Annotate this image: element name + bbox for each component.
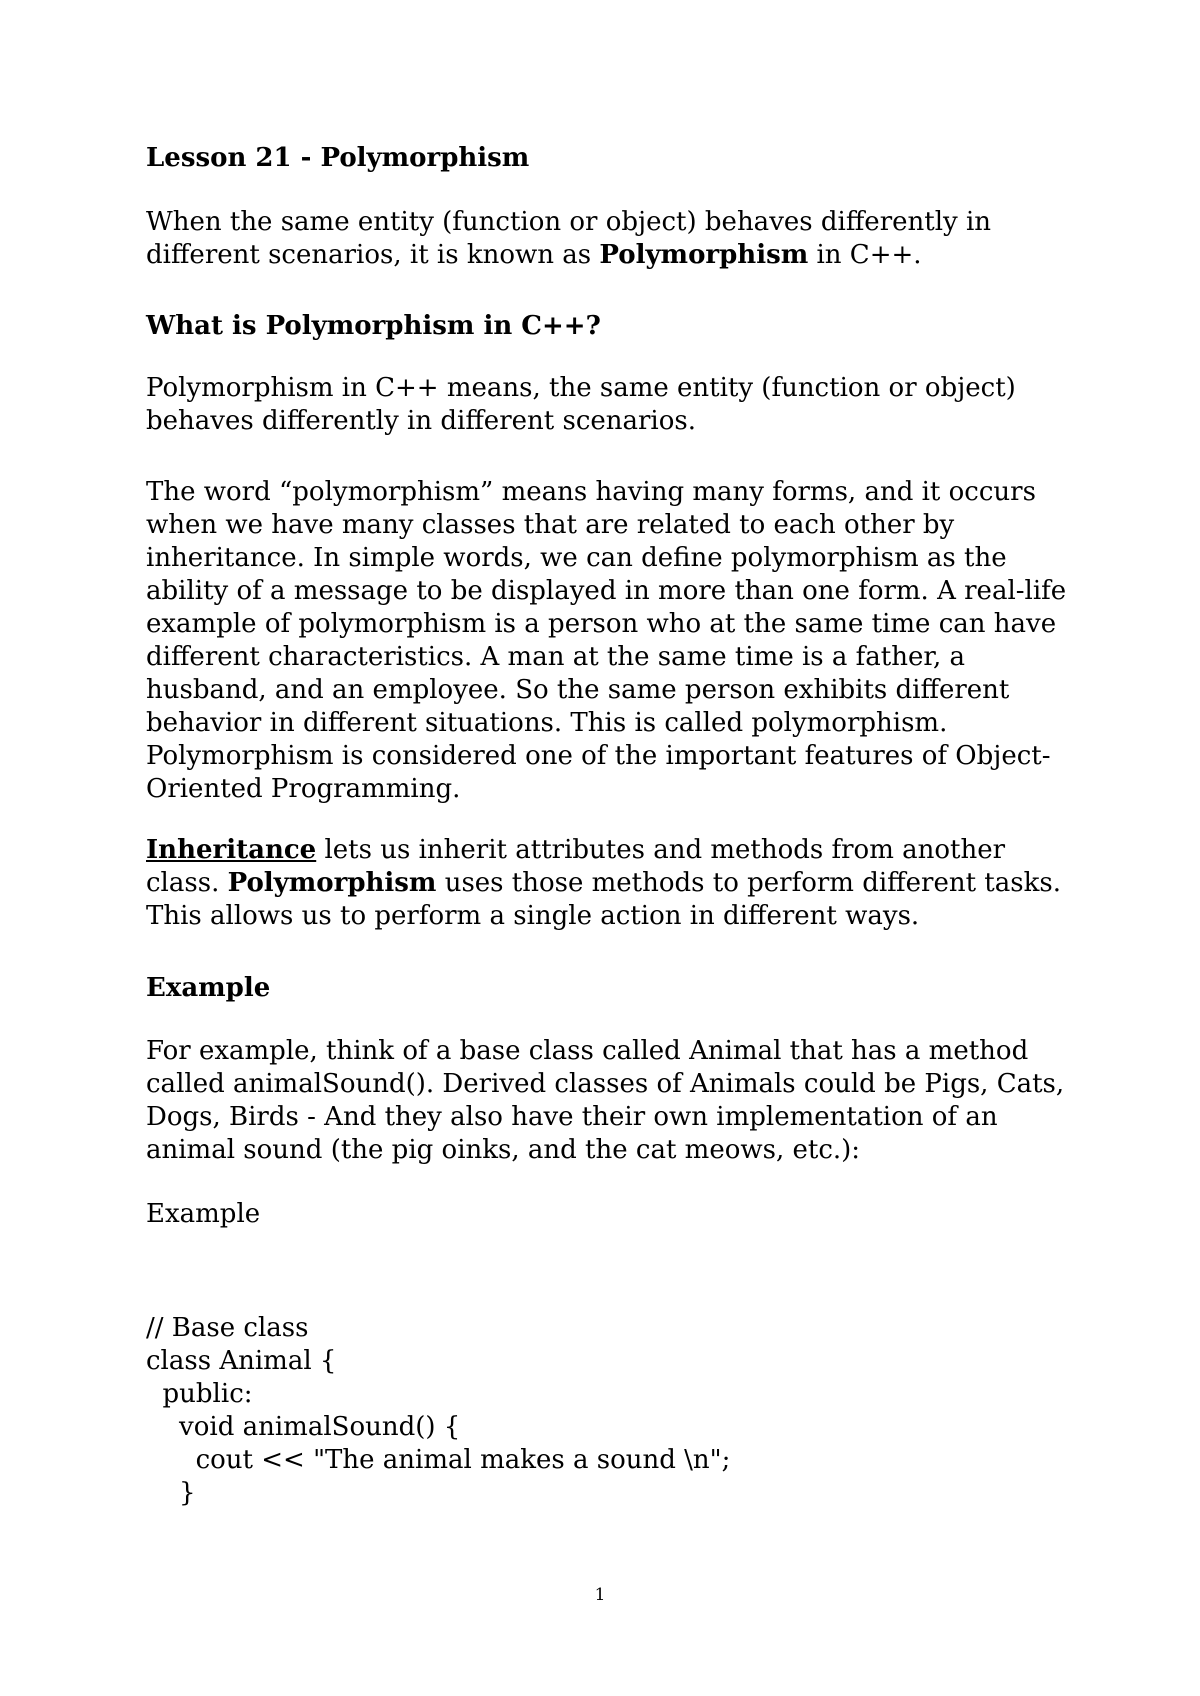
code-line: // Base class <box>146 1313 309 1343</box>
code-line: class Animal { <box>146 1346 337 1376</box>
intro-paragraph <box>146 206 1086 272</box>
paragraph-word-polymorphism: The word “polymorphism” means having many forms, and it occurs when we have many classes that are related to each other by inheritance. In simple words, we can define polymorphism as the ability of a message to be displayed in more than one form. A real-life example of polymorphism is a person who at the same time can have different characteristics. A man at the same time is a father, a husband, and an employee. So the same person exhibits different behavior in different situations. This is called polymorphism. Polymorphism is considered one of the important features of Object-Oriented Programming. <box>146 477 1067 804</box>
code-line: } <box>146 1478 196 1508</box>
heading-example: Example <box>146 973 271 1003</box>
paragraph-inheritance <box>146 834 1086 933</box>
polymorphism-term: Polymorphism <box>227 868 437 898</box>
page-number: 1 <box>594 1585 606 1605</box>
intro-text-before: When the same entity (function or object) behaves differently in different scenarios, it is known as <box>146 207 992 270</box>
inheritance-text-1: lets us inherit attributes and methods from another class. <box>146 835 1006 898</box>
lesson-title: Lesson 21 - Polymorphism <box>146 143 530 173</box>
intro-text-after: in C++. <box>808 240 922 270</box>
example-label: Example <box>146 1199 261 1229</box>
inheritance-term: Inheritance <box>146 835 317 865</box>
code-line: cout << "The animal makes a sound \n"; <box>146 1445 731 1475</box>
code-line: void animalSound() { <box>146 1412 461 1442</box>
paragraph-example: For example, think of a base class called Animal that has a method called animalSound(). Derived classes of Animals could be Pigs, Cats, Dogs, Birds - And they also have their own implementation of an animal sound (the pig oinks, and the cat meows, etc.): <box>146 1036 1065 1165</box>
code-block <box>146 1246 1086 1576</box>
heading-what-is-polymorphism: What is Polymorphism in C++? <box>146 311 601 341</box>
document-content <box>146 142 1086 1576</box>
code-line: public: <box>146 1379 253 1409</box>
inheritance-text-2: uses those methods to perform different tasks. This allows us to perform a single action in different ways. <box>146 868 1061 931</box>
intro-bold-term: Polymorphism <box>599 240 809 270</box>
paragraph-polymorphism-means: Polymorphism in C++ means, the same entity (function or object) behaves differently in different scenarios. <box>146 373 1016 436</box>
